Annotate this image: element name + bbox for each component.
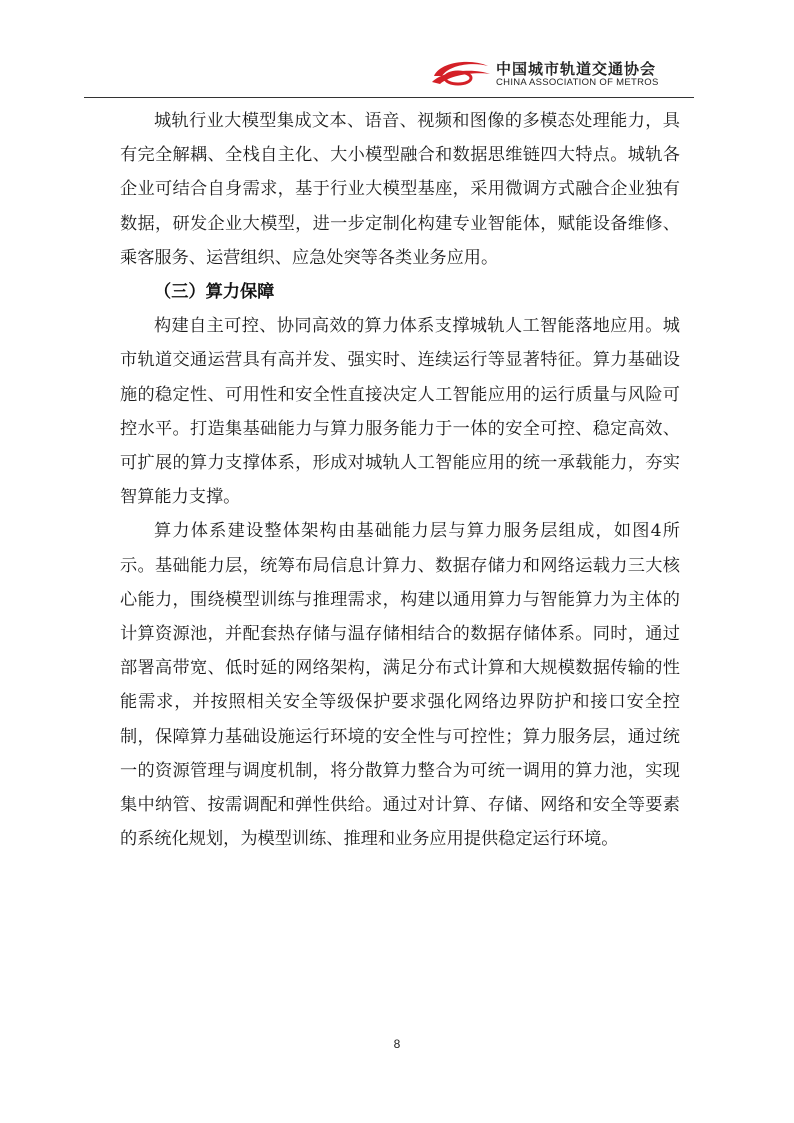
section-title: （三）算力保障 [154,282,275,303]
paragraph-3: 算力体系建设整体架构由基础能力层与算力服务层组成，如图4所示。基础能力层，统筹布局信息计算力、数据存储力和网络运载力三大核心能力，围绕模型训练与推理需求，构建以通用算力与智能算力为主体的计算资源池，并配套热存储与温存储相结合的数据存储体系。同时，通过部署高带宽、低时延的网络架构，满足分布式计算和大规模数据传输的性能需求，并按照相关安全等级保护要求强化网络边界防护和接口安全控制，保障算力基础设施运行环境的安全性与可控性；算力服务层，通过统一的资源管理与调度机制，将分散算力整合为可统一调用的算力池，实现集中纳管、按需调配和弹性供给。通过对计算、存储、网络和安全等要素的系统化规划，为模型训练、推理和业务应用提供稳定运行环境。 [120,521,680,850]
paragraph-2: 构建自主可控、协同高效的算力体系支撑城轨人工智能落地应用。城市轨道交通运营具有高并发、强实时、连续运行等显著特征。算力基础设施的稳定性、可用性和安全性直接决定人工智能应用的运行质量与风险可控水平。打造集基础能力与算力服务能力于一体的安全可控、稳定高效、可扩展的算力支撑体系，形成对城轨人工智能应用的统一承载能力，夯实智算能力支撑。 [120,316,680,508]
page-header [430,52,690,92]
paragraph-1: 城轨行业大模型集成文本、语音、视频和图像的多模态处理能力，具有完全解耦、全栈自主化、大小模型融合和数据思维链四大特点。城轨各企业可结合自身需求，基于行业大模型基座，采用微调方式融合企业独有数据，研发企业大模型，进一步定制化构建专业智能体，赋能设备维修、乘客服务、运营组织、应急处突等各类业务应用。 [120,111,680,268]
document-body [120,104,680,856]
logo-chinese-name: 中国城市轨道交通协会 [496,60,657,78]
page-number: 8 [393,1037,401,1051]
header-divider [84,97,694,98]
metro-logo-icon [430,56,492,90]
logo-english-name: CHINA ASSOCIATION OF METROS [496,77,659,88]
